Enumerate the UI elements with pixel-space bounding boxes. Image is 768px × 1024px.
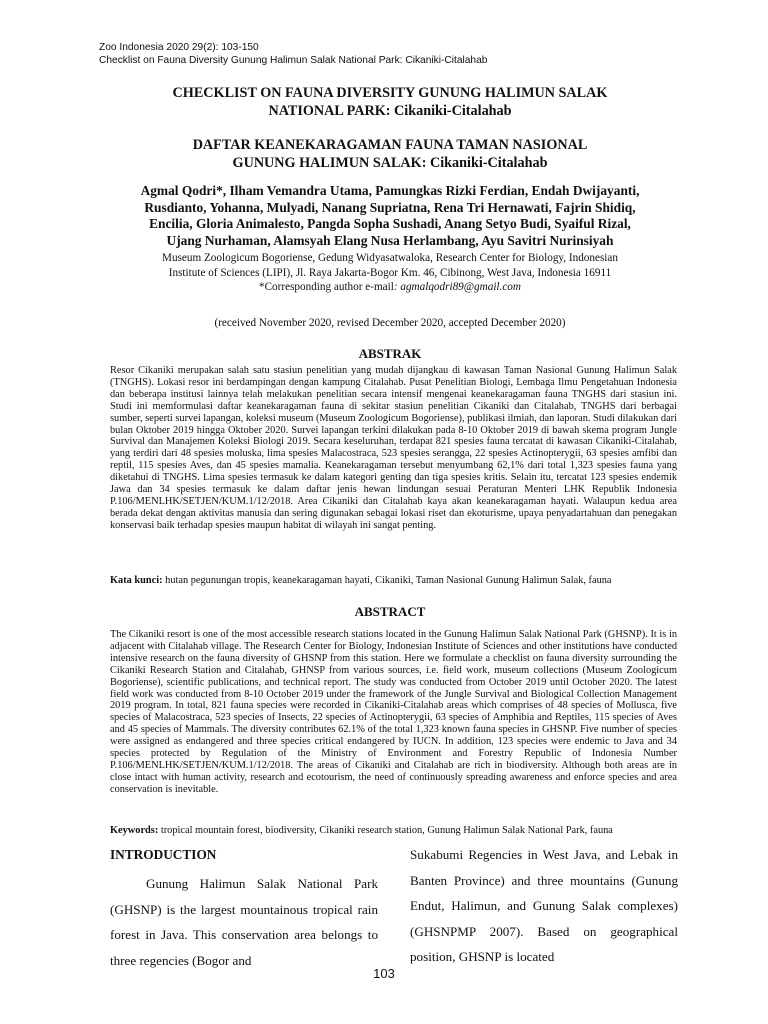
author-line: Rusdianto, Yohanna, Mulyadi, Nanang Supriatna, Rena Tri Hernawati, Fajrin Shidiq, [144,199,636,215]
keywords-text: tropical mountain forest, biodiversity, Cikaniki research station, Gunung Halimun Salak National Park, fauna [158,825,613,836]
kata-kunci-text: hutan pegunungan tropis, keanekaragaman hayati, Cikaniki, Taman Nasional Gunung Halimun Salak, fauna [162,575,612,586]
title-english-line-2: NATIONAL PARK: Cikaniki-Citalahab [268,103,512,119]
introduction-continued: Sukabumi Regencies in West Java, and Lebak in Banten Province) and three mountains (Gunung Endut, Halimun, and Gunung Salak complexes) (GHSNPMP 2007). Based on geographical position, GHSNP is located [410,847,678,964]
corresponding-label: *Corresponding author e-mail [259,281,394,294]
author-list [100,183,680,249]
received-dates: (received November 2020, revised December 2020, accepted December 2020) [214,317,566,329]
author-line: Ujang Nurhaman, Alamsyah Elang Nusa Herlambang, Ayu Savitri Nurinsiyah [166,232,614,248]
corresponding-email[interactable]: : agmalqodri89@gmail.com [393,281,521,294]
abstrak-body: Resor Cikaniki merupakan salah satu stasiun penelitian yang mudah dijangkau di kawasan Taman Nasional Gunung Halimun Salak (TNGHS). Lokasi resor ini berdampingan dengan kampung Citalahab. Pusat Penelitian Biologi, Lembaga Ilmu Pengetahuan Indonesia dan beberapa institusi lainnya telah melakukan penelitian secara intensif mengenai keanekaragaman fauna TNGHS dari stasiun ini. Studi ini memformulasi daftar keanekaragaman fauna di sekitar stasiun penelitian Cikaniki dan Citalahab, TNGHS dari berbagai sumber, seperti survei lapangan, koleksi museum (Museum Zoologicum Bogoriense), publikasi ilmiah, dan laporan. Studi dilakukan dari bulan Oktober 2019 hingga Oktober 2020. Survei lapangan terkini dilakukan pada 8-10 Oktober 2019 di bawah skema program Jungle Survival dan Manajemen Koleksi Biologi 2019. Secara keseluruhan, terdapat 821 spesies fauna tercatat di kawasan Cikaniki-Citalahab, yang terdiri dari 48 spesies moluska, lima spesies Malacostraca, 523 spesies serangga, 22 spesies Actinopterygii, 63 spesies amfibi dan reptil, 115 spesies Aves, dan 45 spesies mamalia. Keanekaragaman tersebut menyumbang 62,1% dari total 1,323 spesies fauna yang diketahui di TNGHS. Lima spesies termasuk ke dalam kategori genting dan tiga spesies kritis. Selain itu, tercatat 123 spesies endemik Jawa dan 34 spesies termasuk ke dalam daftar jenis hewan lindungan sesuai Peraturan Menteri LHK Republik Indonesia P.106/MENLHK/SETJEN/KUM.1/12/2018. Area Cikaniki dan Citalahab kaya akan keanekaragaman hayati. Walaupun kedua area berada dekat dengan aktivitas manusia dan sering digunakan sebagai lokasi riset dan ekoturisme, upaya penyadartahuan dan penegakan konservasi baik terhadap spesies maupun habitat di wilayah ini sangat penting. [110,365,677,531]
title-english [100,84,680,120]
journal-citation: Zoo Indonesia 2020 29(2): 103-150 [99,42,259,53]
title-indonesian-line-2: GUNUNG HALIMUN SALAK: Cikaniki-Citalahab [232,155,548,171]
affiliation-line-1: Museum Zoologicum Bogoriense, Gedung Widyasatwaloka, Research Center for Biology, Indonesian [162,252,618,264]
title-english-line-1: CHECKLIST ON FAUNA DIVERSITY GUNUNG HALIMUN SALAK [172,85,608,101]
page-number: 103 [373,966,395,981]
abstract-heading: ABSTRACT [354,604,426,619]
introduction-left-column [110,846,378,973]
title-indonesian-line-1: DAFTAR KEANEKARAGAMAN FAUNA TAMAN NASIONAL [192,137,588,153]
introduction-heading: INTRODUCTION [110,847,217,862]
article-short-title: Checklist on Fauna Diversity Gunung Halimun Salak National Park: Cikaniki-Citalahab [99,55,488,66]
affiliation [100,251,680,295]
corresponding-author [100,280,680,295]
keywords-label: Keywords: [110,825,159,836]
introduction-right-column [410,842,678,970]
abstrak-heading: ABSTRAK [358,346,422,361]
kata-kunci-label: Kata kunci: [110,575,163,586]
keywords [110,825,690,837]
author-line: Encilia, Gloria Animalesto, Pangda Sopha Sushadi, Anang Setyo Budi, Syaiful Rizal, [149,216,631,231]
running-header [99,41,487,67]
affiliation-line-2: Institute of Sciences (LIPI), Jl. Raya Jakarta-Bogor Km. 46, Cibinong, West Java, Indonesia 16911 [168,266,612,279]
abstract-body: The Cikaniki resort is one of the most accessible research stations located in the Gunung Halimun Salak National Park (GHSNP). It is in adjacent with Citalahab village. The Research Center for Biology, Indonesian Institute of Sciences and other institutions have conducted intensive research on the fauna diversity of GHSNP from this station. Here we formulate a checklist on fauna diversity surrounding the Cikaniki Research Station and Citalahab, GHNSP from various sources, i.e. field work, museum collections (Museum Zoologicum Bogoriense), scientific publications, and technical report. The study was conducted from October 2019 until October 2020. The latest field work was conducted from 8-10 October 2019 under the framework of the Jungle Survival and Biological Collection Management 2019 program. In total, 821 fauna species were recorded in Cikaniki-Citalahab areas which comprises of 48 species of Mollusca, five species of Malacostraca, 523 species of Insects, 22 species of Actinopterygii, 63 species of Amphibia and Reptiles, 115 species of Aves and 45 species of Mammals. The diversity contributes 62.1% of the total 1,323 known fauna species in GHSNP. Five number of species were assigned as endangered and three species critical endangered by IUCN. In addition, 123 species were endemic to Java and 34 species protected by Regulation of the Ministry of Environment and Forestry Republic of Indonesia Number P.106/MENLHK/SETJEN/KUM.1/12/2018. The areas of Cikaniki and Citalahab are rich in biodiversity. Although both areas are in close intact with human activity, research and ecotourism, the need of continuously spreading awareness and enforce species and area conservation is inevitable. [110,629,677,795]
introduction-paragraph: Gunung Halimun Salak National Park (GHSNP) is the largest mountainous tropical rain forest in Java. This conservation area belongs to three regencies (Bogor and [110,876,378,968]
author-line: Agmal Qodri*, Ilham Vemandra Utama, Pamungkas Rizki Ferdian, Endah Dwijayanti, [140,183,640,198]
title-indonesian [100,136,680,172]
kata-kunci [110,575,690,587]
